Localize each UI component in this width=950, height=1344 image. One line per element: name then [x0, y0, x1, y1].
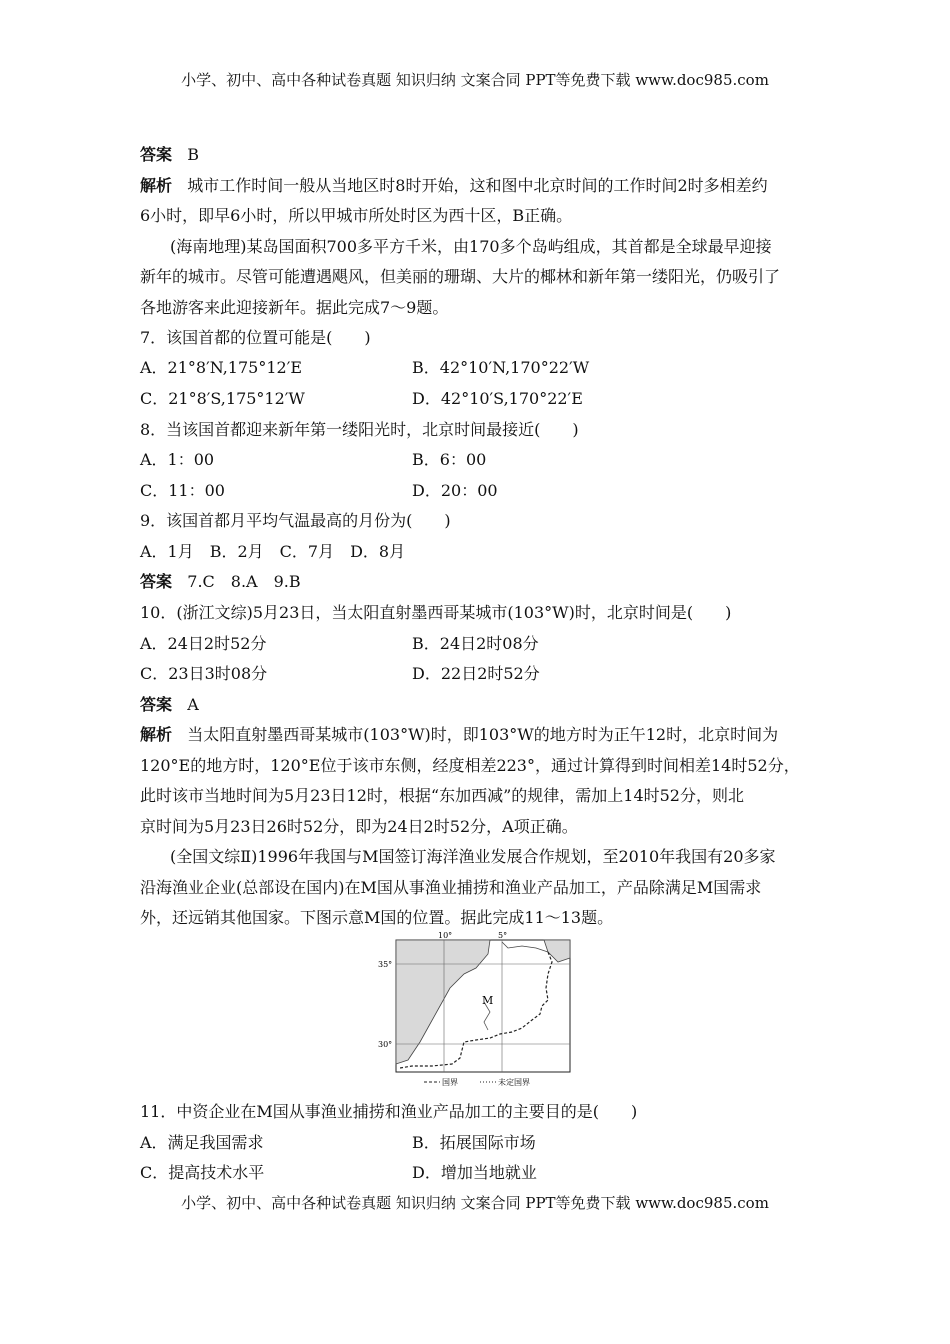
q8-option-c: C．11：00	[140, 481, 225, 500]
analysis-text: 城市工作时间一般从当地区时8时开始，这和图中北京时间的工作时间2时多相差约	[187, 176, 768, 195]
lat-label-35: 35°	[378, 960, 393, 969]
analysis-text: 此时该市当地时间为5月23日12时，根据“东加西减”的规律，需加上14时52分，则北	[140, 786, 744, 805]
analysis-text: 6小时，即早6小时，所以甲城市所处时区为西十区，B正确。	[140, 206, 573, 225]
question-9-stem: 9．该国首都月平均气温最高的月份为( )	[140, 511, 451, 530]
analysis-line	[140, 176, 768, 196]
answer-label: 答案	[140, 695, 173, 714]
answer-label: 答案	[140, 145, 173, 164]
analysis-label: 解析	[140, 725, 173, 744]
analysis-text: 京时间为5月23日26时52分，即为24日2时52分，A项正确。	[140, 817, 578, 836]
q8-option-a: A．1：00	[140, 450, 215, 469]
q11-option-b: B．拓展国际市场	[412, 1133, 536, 1152]
analysis-text: 当太阳直射墨西哥某城市(103°W)时，即103°W的地方时为正午12时，北京时间为	[187, 725, 779, 744]
lat-label-30: 30°	[378, 1040, 393, 1049]
passage-text: 各地游客来此迎接新年。据此完成7～9题。	[140, 298, 449, 317]
page-header: 小学、初中、高中各种试卷真题 知识归纳 文案合同 PPT等免费下载 www.doc985.com	[181, 71, 769, 89]
passage-text: 新年的城市。尽管可能遭遇飓风，但美丽的珊瑚、大片的椰林和新年第一缕阳光，仍吸引了	[140, 267, 781, 286]
q10-option-c: C．23日3时08分	[140, 664, 268, 683]
analysis-line	[140, 725, 778, 745]
passage-text: 沿海渔业企业(总部设在国内)在M国从事渔业捕捞和渔业产品加工，产品除满足M国需求	[140, 878, 762, 897]
q10-option-b: B．24日2时08分	[412, 634, 539, 653]
m-country-map	[372, 932, 576, 1090]
country-m-label: M	[482, 994, 494, 1007]
q8-option-d: D．20：00	[412, 481, 498, 500]
q11-option-d: D．增加当地就业	[412, 1163, 537, 1182]
page-footer: 小学、初中、高中各种试卷真题 知识归纳 文案合同 PPT等免费下载 www.doc985.com	[181, 1194, 769, 1212]
q11-option-c: C．提高技术水平	[140, 1163, 265, 1182]
answer-value: A	[187, 695, 199, 714]
q10-option-a: A．24日2时52分	[140, 634, 267, 653]
q11-option-a: A．满足我国需求	[140, 1133, 264, 1152]
passage-text: 外，还远销其他国家。下图示意M国的位置。据此完成11～13题。	[140, 908, 614, 927]
answer-value: B	[187, 145, 200, 164]
answer-value: 7.C 8.A 9.B	[187, 572, 301, 591]
lon-label-10: 10°	[438, 932, 453, 940]
passage-text: (全国文综Ⅱ)1996年我国与M国签订海洋渔业发展合作规划，至2010年我国有20多家	[170, 847, 776, 866]
lon-label-5: 5°	[498, 932, 508, 940]
analysis-label: 解析	[140, 176, 173, 195]
q7-option-d: D．42°10′S,170°22′E	[412, 389, 583, 408]
answer-line	[140, 695, 199, 715]
q7-option-c: C．21°8′S,175°12′W	[140, 389, 305, 408]
q7-option-b: B．42°10′N,170°22′W	[412, 358, 590, 377]
q9-options: A．1月 B．2月 C．7月 D．8月	[140, 542, 406, 561]
question-8-stem: 8．当该国首都迎来新年第一缕阳光时，北京时间最接近( )	[140, 420, 579, 439]
analysis-text: 120°E的地方时，120°E位于该市东侧，经度相差223°，通过计算得到时间相差14时52分，	[140, 756, 800, 775]
legend-border-label: 国界	[442, 1078, 458, 1087]
q8-option-b: B．6：00	[412, 450, 487, 469]
answer-label: 答案	[140, 572, 173, 591]
question-10-stem: 10．(浙江文综)5月23日，当太阳直射墨西哥某城市(103°W)时，北京时间是( )	[140, 603, 732, 622]
q10-option-d: D．22日2时52分	[412, 664, 540, 683]
question-7-stem: 7．该国首都的位置可能是( )	[140, 328, 371, 347]
answer-line	[140, 572, 301, 592]
answer-line	[140, 145, 199, 165]
legend-undefined-border-label: 未定国界	[498, 1078, 530, 1087]
passage-text: (海南地理)某岛国面积700多平方千米，由170多个岛屿组成，其首都是全球最早迎接	[170, 237, 772, 256]
q7-option-a: A．21°8′N,175°12′E	[140, 358, 303, 377]
question-11-stem: 11．中资企业在M国从事渔业捕捞和渔业产品加工的主要目的是( )	[140, 1102, 638, 1121]
